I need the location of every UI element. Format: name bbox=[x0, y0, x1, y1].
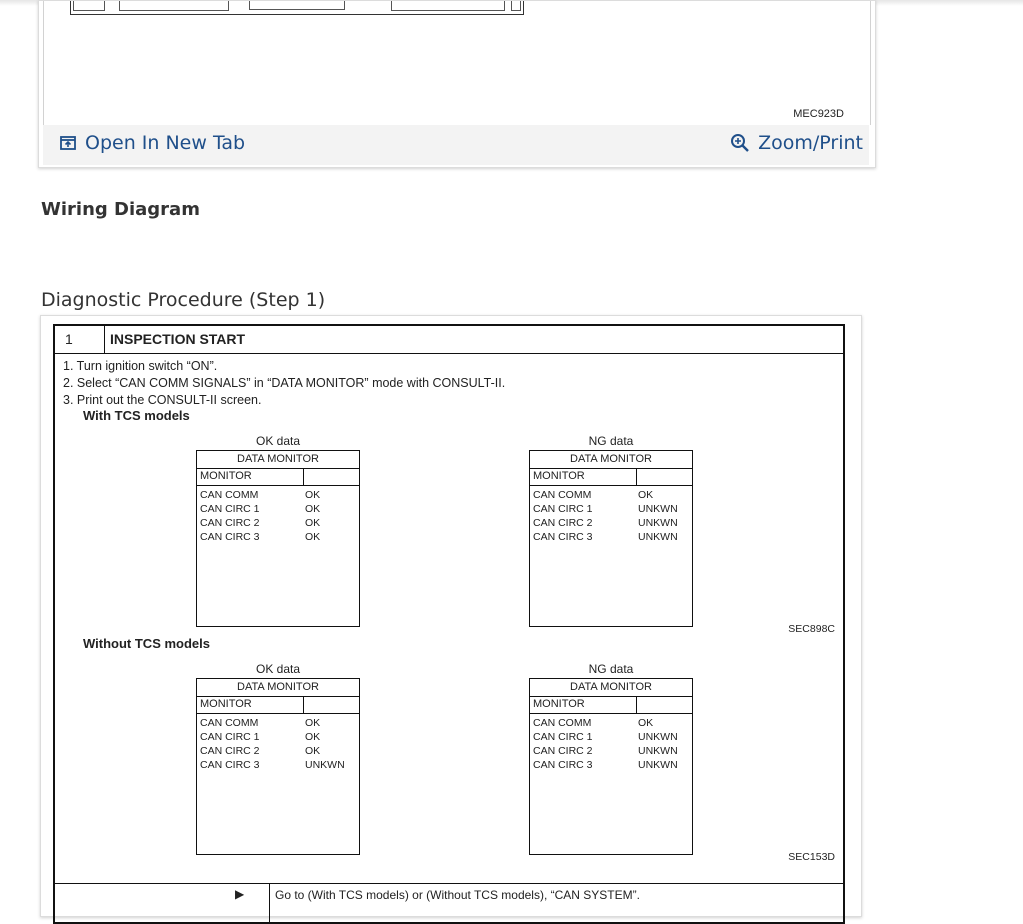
signal-value: UNKWN bbox=[638, 503, 678, 515]
signal-name: CAN COMM bbox=[533, 489, 592, 501]
monitor-rows bbox=[200, 488, 320, 544]
section-label: With TCS models bbox=[83, 408, 190, 423]
instruction-item: 1. Turn ignition switch “ON”. bbox=[63, 359, 218, 373]
data-monitor-box bbox=[529, 450, 693, 627]
monitor-divider bbox=[636, 468, 637, 485]
monitor-row bbox=[200, 502, 320, 516]
monitor-row bbox=[200, 744, 345, 758]
signal-name: CAN CIRC 2 bbox=[533, 745, 593, 757]
monitor-divider bbox=[303, 696, 304, 713]
data-monitor-title: DATA MONITOR bbox=[530, 679, 692, 697]
connector-pins bbox=[73, 1, 105, 11]
figure-action-bar bbox=[43, 125, 869, 165]
next-step-text: Go to (With TCS models) or (Without TCS models), “CAN SYSTEM”. bbox=[275, 888, 640, 902]
signal-name: CAN CIRC 3 bbox=[533, 531, 593, 543]
signal-name: CAN CIRC 3 bbox=[200, 531, 260, 543]
signal-name: CAN CIRC 1 bbox=[533, 503, 593, 515]
monitor-row bbox=[533, 516, 678, 530]
monitor-label: MONITOR bbox=[533, 470, 585, 482]
monitor-label: MONITOR bbox=[533, 698, 585, 710]
signal-value: OK bbox=[638, 489, 654, 501]
monitor-row bbox=[200, 730, 345, 744]
monitor-row bbox=[533, 716, 678, 730]
zoom-print-button[interactable] bbox=[730, 132, 863, 154]
signal-value: OK bbox=[638, 717, 654, 729]
monitor-row bbox=[533, 488, 678, 502]
data-monitor-title: DATA MONITOR bbox=[530, 451, 692, 469]
zoom-print-label: Zoom/Print bbox=[758, 132, 863, 154]
monitor-row bbox=[200, 758, 345, 772]
procedure-step-header bbox=[55, 326, 843, 354]
signal-value: UNKWN bbox=[305, 759, 345, 771]
open-new-tab-button[interactable] bbox=[59, 132, 245, 154]
monitor-rows bbox=[533, 716, 678, 772]
next-divider bbox=[269, 884, 270, 924]
monitor-header bbox=[530, 696, 692, 714]
ok-data-label: OK data bbox=[255, 434, 301, 448]
signal-name: CAN CIRC 1 bbox=[533, 731, 593, 743]
signal-name: CAN COMM bbox=[533, 717, 592, 729]
signal-name: CAN CIRC 1 bbox=[200, 503, 260, 515]
signal-value: OK bbox=[305, 489, 321, 501]
monitor-row bbox=[200, 488, 320, 502]
figure-card bbox=[38, 0, 876, 168]
signal-name: CAN CIRC 1 bbox=[200, 731, 260, 743]
connector-pins bbox=[511, 1, 521, 11]
procedure-table bbox=[53, 324, 845, 924]
data-monitor-title: DATA MONITOR bbox=[197, 451, 359, 469]
procedure-next-row bbox=[55, 883, 843, 924]
procedure-heading: Diagnostic Procedure (Step 1) bbox=[41, 289, 326, 311]
data-monitor-title: DATA MONITOR bbox=[197, 679, 359, 697]
connector-diagram-fragment bbox=[70, 1, 524, 15]
monitor-row bbox=[200, 530, 320, 544]
signal-value: OK bbox=[305, 517, 321, 529]
data-monitor-box bbox=[529, 678, 693, 855]
procedure-card bbox=[40, 315, 862, 917]
signal-name: CAN COMM bbox=[200, 489, 259, 501]
monitor-row bbox=[200, 516, 320, 530]
monitor-row bbox=[533, 758, 678, 772]
next-arrow-icon: ▶ bbox=[235, 887, 245, 901]
signal-value: OK bbox=[305, 745, 321, 757]
monitor-label: MONITOR bbox=[200, 698, 252, 710]
monitor-rows bbox=[200, 716, 345, 772]
monitor-divider bbox=[636, 696, 637, 713]
signal-value: OK bbox=[305, 503, 321, 515]
monitor-row bbox=[533, 530, 678, 544]
connector-slot bbox=[249, 1, 345, 10]
ng-data-label: NG data bbox=[588, 434, 634, 448]
signal-value: UNKWN bbox=[638, 731, 678, 743]
signal-value: OK bbox=[305, 717, 321, 729]
monitor-divider bbox=[303, 468, 304, 485]
figure-code: SEC153D bbox=[788, 851, 835, 863]
signal-name: CAN CIRC 3 bbox=[533, 759, 593, 771]
monitor-label: MONITOR bbox=[200, 470, 252, 482]
signal-name: CAN CIRC 3 bbox=[200, 759, 260, 771]
signal-name: CAN CIRC 2 bbox=[533, 517, 593, 529]
section-label: Without TCS models bbox=[83, 636, 210, 651]
signal-value: UNKWN bbox=[638, 531, 678, 543]
connector-pins bbox=[119, 1, 229, 11]
open-new-tab-icon bbox=[59, 134, 77, 152]
wiring-diagram-heading: Wiring Diagram bbox=[41, 199, 200, 220]
zoom-in-icon bbox=[730, 133, 750, 153]
open-new-tab-label: Open In New Tab bbox=[85, 132, 246, 154]
monitor-row bbox=[200, 716, 345, 730]
figure-ref-code: MEC923D bbox=[793, 108, 844, 120]
ok-data-label: OK data bbox=[255, 662, 301, 676]
step-title: INSPECTION START bbox=[110, 331, 246, 347]
monitor-header bbox=[530, 468, 692, 486]
signal-value: OK bbox=[305, 731, 321, 743]
monitor-header bbox=[197, 696, 359, 714]
step-number: 1 bbox=[55, 326, 105, 353]
connector-pins bbox=[391, 1, 505, 11]
signal-value: OK bbox=[305, 531, 321, 543]
monitor-rows bbox=[533, 488, 678, 544]
signal-name: CAN CIRC 2 bbox=[200, 745, 260, 757]
monitor-row bbox=[533, 502, 678, 516]
data-monitor-box bbox=[196, 678, 360, 855]
signal-name: CAN COMM bbox=[200, 717, 259, 729]
monitor-row bbox=[533, 744, 678, 758]
figure-image bbox=[43, 1, 871, 125]
instruction-list bbox=[63, 358, 505, 409]
ng-data-label: NG data bbox=[588, 662, 634, 676]
signal-value: UNKWN bbox=[638, 759, 678, 771]
instruction-item: 2. Select “CAN COMM SIGNALS” in “DATA MONITOR” mode with CONSULT-II. bbox=[63, 376, 506, 390]
monitor-row bbox=[533, 730, 678, 744]
monitor-header bbox=[197, 468, 359, 486]
signal-name: CAN CIRC 2 bbox=[200, 517, 260, 529]
instruction-item: 3. Print out the CONSULT-II screen. bbox=[63, 393, 262, 407]
signal-value: UNKWN bbox=[638, 517, 678, 529]
figure-code: SEC898C bbox=[788, 623, 835, 635]
signal-value: UNKWN bbox=[638, 745, 678, 757]
data-monitor-box bbox=[196, 450, 360, 627]
